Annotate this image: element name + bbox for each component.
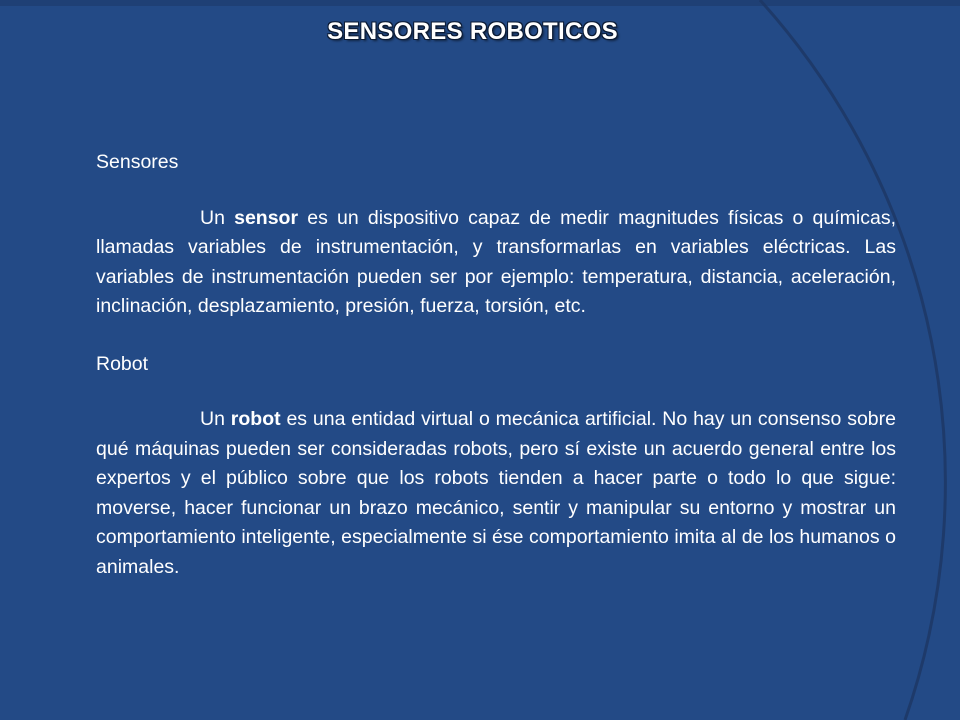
robot-definition: es una entidad virtual o mecánica artificial. No hay un consenso sobre qué máquinas pueden ser consideradas robots, pero sí existe un acuerdo general entre los expertos y el público sobre que los robots tienden a hacer parte o todo lo que sigue: moverse, hacer funcionar un brazo mecánico, sentir y manipular su entorno y mostrar un comportamiento inteligente, especialmente si ése comportamiento imita al de los humanos o animales. [96,408,896,578]
robot-intro: Un [200,408,231,430]
slide-content [96,148,896,582]
robot-term: robot [230,408,281,430]
robot-paragraph [96,405,896,582]
slide-title: SENSORES ROBOTICOS [327,18,618,45]
robot-heading: Robot [96,352,149,375]
sensor-intro: Un [200,206,235,229]
top-left-band [0,0,960,6]
sensor-term: sensor [234,206,299,229]
sensor-paragraph [96,204,896,322]
sensor-definition: es un dispositivo capaz de medir magnitudes físicas o químicas, llamadas variables de instrumentación, y transformarlas en variables eléctricas. Las variables de instrumentación pueden ser por ejemplo: temperatura, distancia, aceleración, inclinación, desplazamiento, presión, fuerza, torsión, etc. [96,206,896,317]
sensores-heading: Sensores [96,151,179,173]
